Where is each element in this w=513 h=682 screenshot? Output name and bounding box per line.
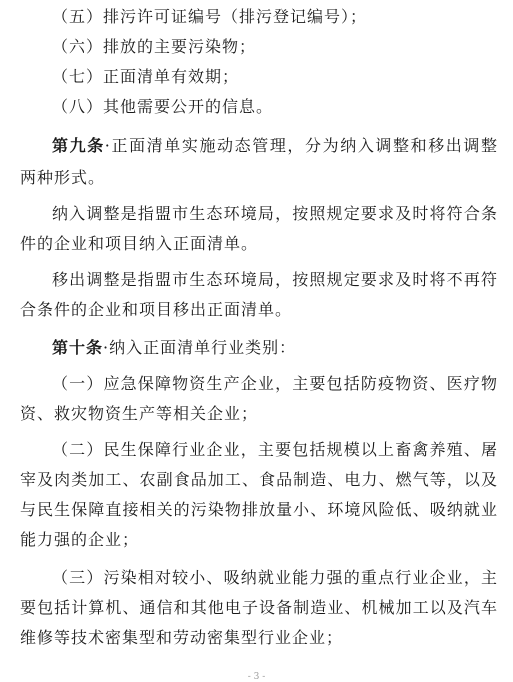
line-text: 能力强的企业；	[20, 530, 140, 549]
line-text: （六）排放的主要污染物；	[52, 37, 257, 56]
line-text: 维修等技术密集型和劳动密集型行业企业；	[20, 628, 344, 647]
text-line	[52, 333, 498, 363]
text-line	[52, 199, 498, 229]
line-text: 件的企业和项目纳入正面清单。	[20, 234, 259, 253]
text-line	[52, 563, 498, 593]
article-heading: 第十条	[52, 338, 104, 357]
text-line	[52, 62, 498, 92]
line-text: 资、救灾物资生产等相关企业；	[20, 404, 259, 423]
line-text: 与民生保障直接相关的污染物排放量小、环境风险低、吸纳就业	[20, 500, 498, 519]
line-text: ·纳入正面清单行业类别：	[103, 338, 297, 357]
line-text: （七）正面清单有效期；	[52, 67, 240, 86]
text-line	[52, 435, 498, 465]
line-text: 要包括计算机、通信和其他电子设备制造业、机械加工以及汽车	[20, 598, 498, 617]
text-line	[52, 369, 498, 399]
text-line	[52, 131, 498, 161]
text-line	[52, 32, 498, 62]
text-line	[20, 623, 498, 653]
text-line	[52, 265, 498, 295]
line-text: （三）污染相对较小、吸纳就业能力强的重点行业企业，主	[52, 568, 498, 587]
line-text: 两种形式。	[20, 168, 106, 187]
text-line	[20, 399, 498, 429]
line-text: （二）民生保障行业企业，主要包括规模以上畜禽养殖、屠	[52, 440, 498, 459]
text-line	[20, 229, 498, 259]
line-text: （一）应急保障物资生产企业，主要包括防疫物资、医疗物	[52, 374, 498, 393]
line-text: ·正面清单实施动态管理，分为纳入调整和移出调整	[104, 136, 498, 155]
text-line	[20, 465, 498, 495]
text-line	[20, 295, 498, 325]
line-text: （八）其他需要公开的信息。	[52, 97, 274, 116]
text-line	[20, 593, 498, 623]
text-line	[52, 92, 498, 122]
line-text: 宰及肉类加工、农副食品加工、食品制造、电力、燃气等，以及	[20, 470, 498, 489]
text-line	[20, 495, 498, 525]
article-heading: 第九条	[52, 136, 105, 155]
line-text: 移出调整是指盟市生态环境局，按照规定要求及时将不再符	[52, 270, 498, 289]
line-text: 合条件的企业和项目移出正面清单。	[20, 300, 293, 319]
text-line	[20, 163, 498, 193]
line-text: 纳入调整是指盟市生态环境局，按照规定要求及时将符合条	[52, 204, 498, 223]
text-line	[52, 2, 498, 32]
text-line	[20, 525, 498, 555]
line-text: （五）排污许可证编号（排污登记编号）；	[52, 7, 368, 26]
page-number: - 3 -	[247, 672, 266, 682]
